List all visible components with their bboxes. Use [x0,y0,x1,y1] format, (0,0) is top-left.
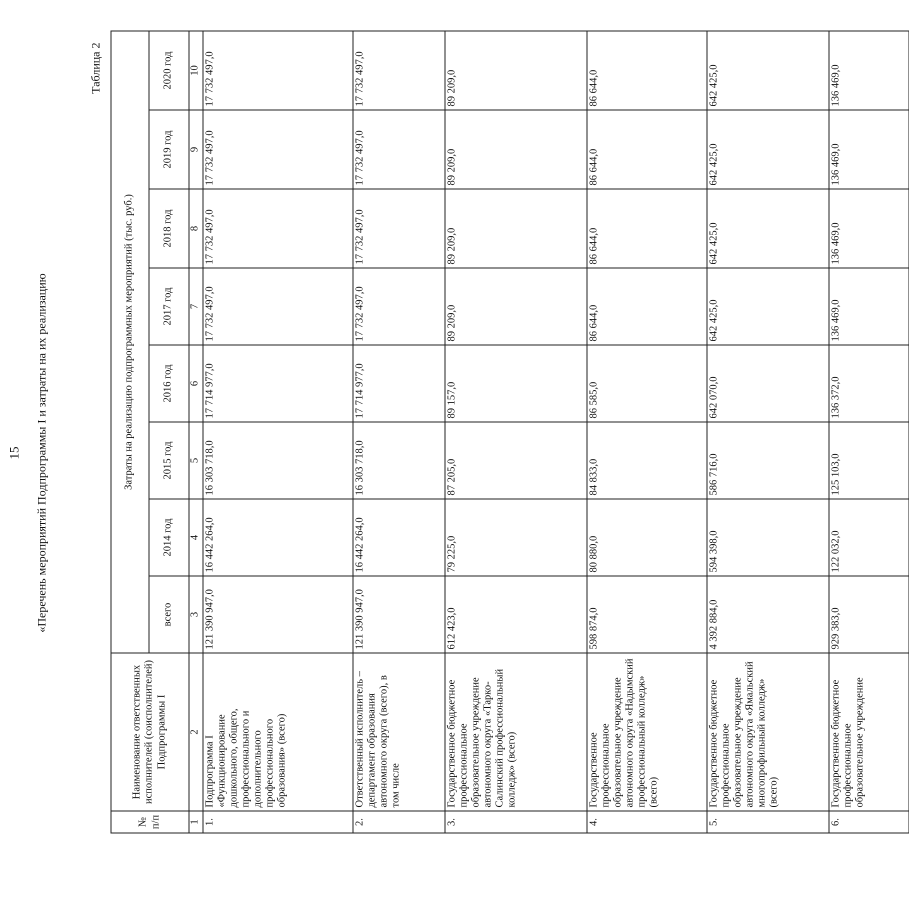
table-body [203,31,909,833]
header-total: всего [149,576,189,653]
column-index: 6 [189,345,203,422]
row-value: 136 469,0 [829,31,909,110]
column-index: 7 [189,268,203,345]
column-index: 8 [189,189,203,268]
row-value: 16 442 264,0 [353,499,445,576]
row-value: 86 644,0 [587,31,707,110]
column-index: 10 [189,31,203,110]
row-value: 594 398,0 [707,499,829,576]
row-value: 16 442 264,0 [203,499,353,576]
row-number: 2. [353,811,445,833]
row-value: 136 469,0 [829,268,909,345]
row-value: 586 716,0 [707,422,829,499]
table-row [829,31,909,833]
table-row [353,31,445,833]
row-total: 4 392 884,0 [707,576,829,653]
row-value: 89 157,0 [445,345,587,422]
row-value: 89 209,0 [445,110,587,189]
row-number: 1. [203,811,353,833]
header-year: 2017 год [149,268,189,345]
header-year: 2020 год [149,31,189,110]
column-index: 2 [189,653,203,811]
header-year: 2014 год [149,499,189,576]
row-value: 17 732 497,0 [353,268,445,345]
row-name: Подпрограмма I «Функционирование дошкольного, общего, профессионального и дополнительного профессионального образования» (всего) [203,653,353,811]
row-value: 642 425,0 [707,31,829,110]
row-total: 598 874,0 [587,576,707,653]
row-value: 136 469,0 [829,189,909,268]
row-value: 17 732 497,0 [203,189,353,268]
row-name: Государственное бюджетное профессиональное образовательное учреждение автономного округа «Тарко-Салинский профессиональный колледж» (всего) [445,653,587,811]
row-name: Государственное бюджетное профессиональное образовательное учреждение автономного округа «Ямальский многопрофильный колледж» (всего) [707,653,829,811]
row-total: 929 383,0 [829,576,909,653]
table-label: Таблица 2 [88,42,102,94]
row-total: 612 423,0 [445,576,587,653]
header-index-row [189,31,203,833]
row-total: 121 390 947,0 [353,576,445,653]
row-value: 86 644,0 [587,268,707,345]
table-header [111,31,203,833]
row-number: 6. [829,811,909,833]
row-value: 16 303 718,0 [353,422,445,499]
column-index: 9 [189,110,203,189]
row-value: 17 714 977,0 [353,345,445,422]
row-value: 17 732 497,0 [203,110,353,189]
row-value: 642 425,0 [707,189,829,268]
row-value: 86 644,0 [587,110,707,189]
column-index: 5 [189,422,203,499]
column-index: 1 [189,811,203,833]
row-value: 87 205,0 [445,422,587,499]
header-year: 2019 год [149,110,189,189]
row-number: 4. [587,811,707,833]
row-value: 17 732 497,0 [353,110,445,189]
row-value: 17 732 497,0 [353,31,445,110]
column-index: 3 [189,576,203,653]
row-number: 5. [707,811,829,833]
row-name: Государственное бюджетное профессиональное образовательное учреждение [829,653,909,811]
row-total: 121 390 947,0 [203,576,353,653]
header-costs: Затраты на реализацию подпрограммных мероприятий (тыс. руб.) [111,31,149,653]
row-value: 16 303 718,0 [203,422,353,499]
document-title: «Перечень мероприятий Подпрограммы I и затраты на их реализацию [34,272,48,633]
row-value: 136 469,0 [829,110,909,189]
row-value: 17 732 497,0 [203,268,353,345]
row-value: 86 585,0 [587,345,707,422]
row-value: 89 209,0 [445,268,587,345]
table-row [203,31,353,833]
row-value: 79 225,0 [445,499,587,576]
row-name: Ответственный исполнитель – департамент образования автономного округа (всего), в том числе [353,653,445,811]
table-row [445,31,587,833]
row-value: 136 372,0 [829,345,909,422]
table-row [587,31,707,833]
header-year: 2016 год [149,345,189,422]
row-value: 125 103,0 [829,422,909,499]
row-value: 89 209,0 [445,189,587,268]
row-value: 122 032,0 [829,499,909,576]
header-name: Наименование ответственных исполнителей (соисполнителей) Подпрограммы I [111,653,189,811]
row-value: 642 425,0 [707,110,829,189]
page-number: 15 [6,446,21,459]
row-value: 86 644,0 [587,189,707,268]
row-value: 642 425,0 [707,268,829,345]
table-row [707,31,829,833]
costs-table [110,30,909,833]
row-value: 84 833,0 [587,422,707,499]
row-value: 80 880,0 [587,499,707,576]
row-name: Государственное профессиональное образовательное учреждение автономного округа «Надымский профессиональный колледж» (всего) [587,653,707,811]
row-value: 17 714 977,0 [203,345,353,422]
row-value: 17 732 497,0 [203,31,353,110]
row-value: 642 070,0 [707,345,829,422]
header-no: № п/п [111,811,189,833]
row-value: 89 209,0 [445,31,587,110]
row-value: 17 732 497,0 [353,189,445,268]
row-number: 3. [445,811,587,833]
column-index: 4 [189,499,203,576]
header-year: 2015 год [149,422,189,499]
header-year: 2018 год [149,189,189,268]
